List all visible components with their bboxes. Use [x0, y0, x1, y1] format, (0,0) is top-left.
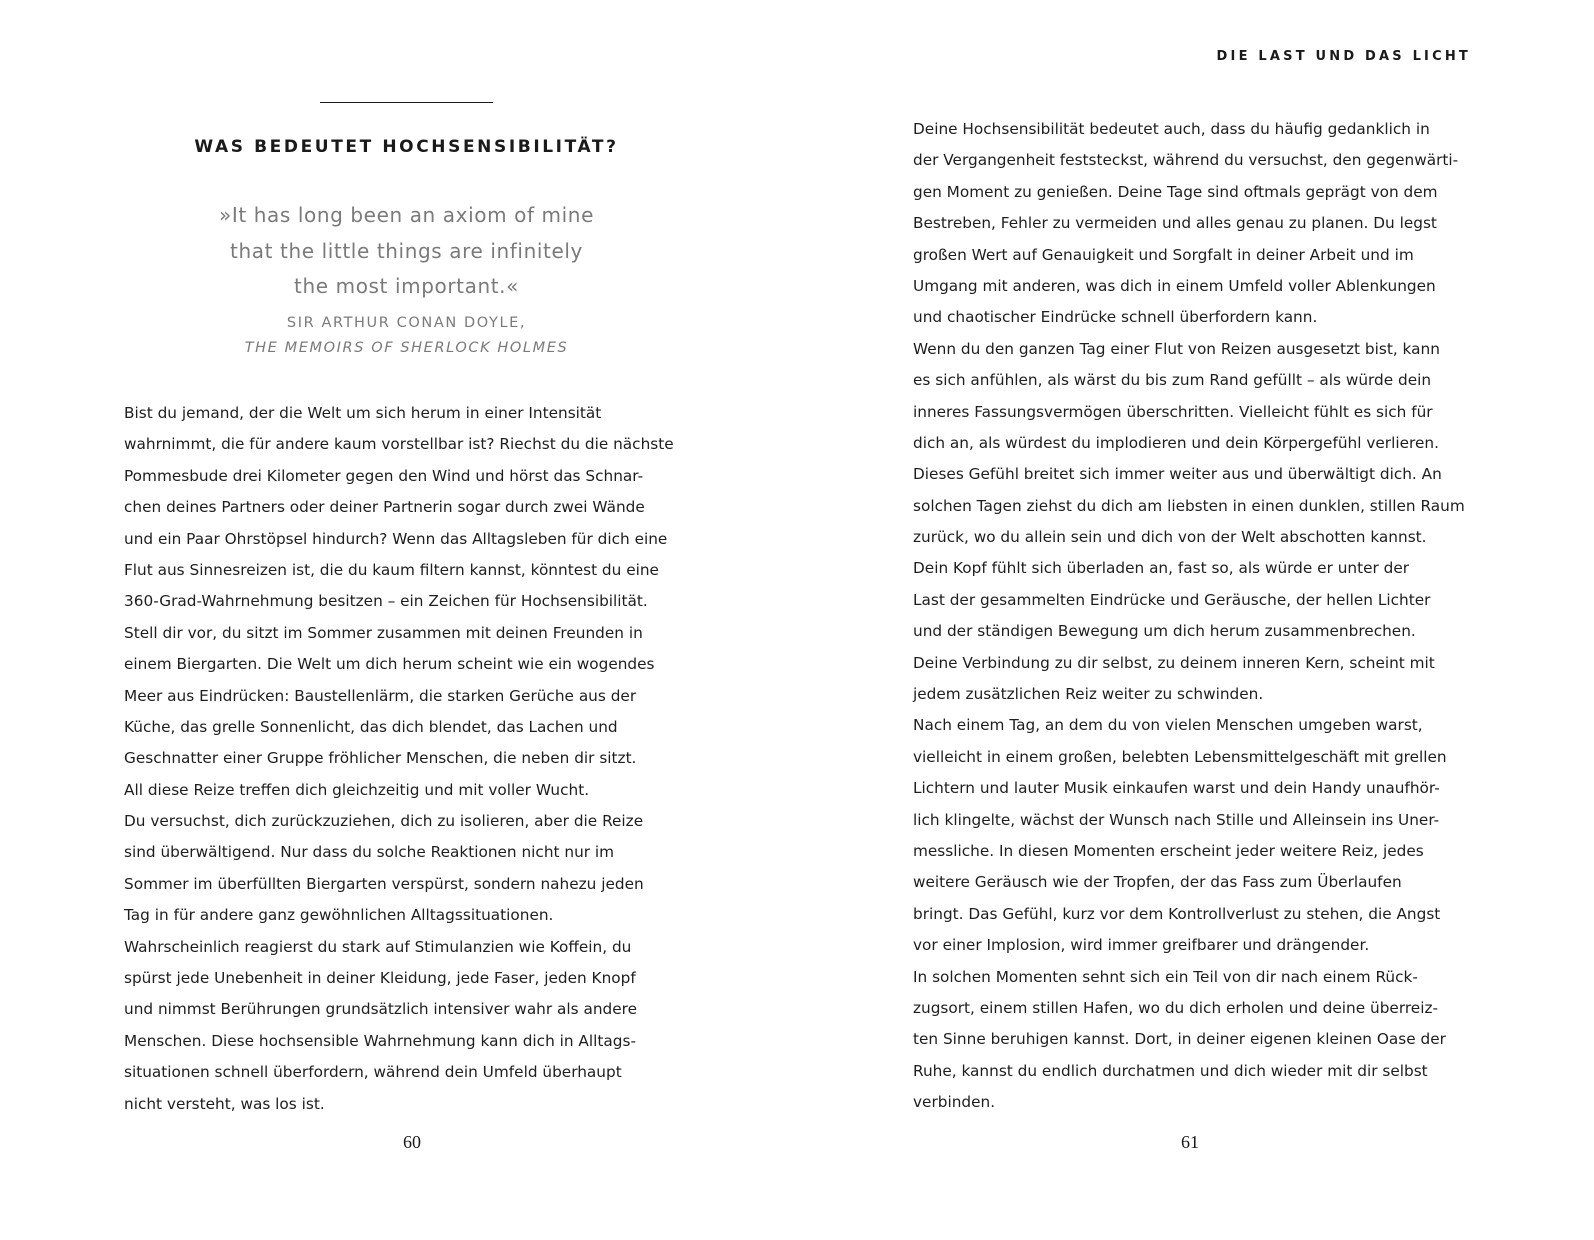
- text-line: Flut aus Sinnesreizen ist, die du kaum filtern kannst, könntest du eine: [124, 560, 659, 579]
- text-line: wahrnimmt, die für andere kaum vorstellbar ist? Riechst du die nächste: [124, 435, 674, 454]
- epigraph: [124, 198, 689, 361]
- text-line: Deine Verbindung zu dir selbst, zu deinem inneren Kern, scheint mit: [913, 653, 1435, 672]
- text-line: Küche, das grelle Sonnenlicht, das dich blendet, das Lachen und: [124, 717, 618, 736]
- text-line: Nach einem Tag, an dem du von vielen Menschen umgeben warst,: [913, 716, 1423, 735]
- text-line: nicht versteht, was los ist.: [124, 1094, 325, 1113]
- epigraph-line: the most important.«: [294, 274, 519, 298]
- text-line: inneres Fassungsvermögen überschritten. Vielleicht fühlt es sich für: [913, 402, 1433, 421]
- text-line: messliche. In diesen Momenten erscheint jeder weitere Reiz, jedes: [913, 841, 1424, 860]
- text-line: 360-Grad-Wahrnehmung besitzen – ein Zeichen für Hochsensibilität.: [124, 592, 648, 611]
- text-line: weitere Geräusch wie der Tropfen, der das Fass zum Überlaufen: [913, 873, 1402, 892]
- text-line: Sommer im überfüllten Biergarten verspürst, sondern nahezu jeden: [124, 874, 644, 893]
- epigraph-line: »It has long been an axiom of mine: [219, 203, 594, 227]
- title-rule: [320, 102, 493, 103]
- text-line: einem Biergarten. Die Welt um dich herum scheint wie ein wogendes: [124, 655, 655, 674]
- text-line: und chaotischer Eindrücke schnell überfordern kann.: [913, 308, 1318, 327]
- text-line: Umgang mit anderen, was dich in einem Umfeld voller Ablenkungen: [913, 276, 1436, 295]
- page-number-left: 60: [403, 1132, 421, 1152]
- text-line: In solchen Momenten sehnt sich ein Teil von dir nach einem Rück-: [913, 967, 1418, 986]
- text-line: Du versuchst, dich zurückzuziehen, dich zu isolieren, aber die Reize: [124, 812, 644, 831]
- text-line: Wahrscheinlich reagierst du stark auf Stimulanzien wie Koffein, du: [124, 937, 632, 956]
- text-line: verbinden.: [913, 1093, 996, 1112]
- text-line: Menschen. Diese hochsensible Wahrnehmung kann dich in Alltags-: [124, 1031, 636, 1050]
- text-line: ten Sinne beruhigen kannst. Dort, in deiner eigenen kleinen Oase der: [913, 1030, 1446, 1049]
- text-line: Lichtern und lauter Musik einkaufen warst und dein Handy unaufhör-: [913, 779, 1440, 798]
- text-line: der Vergangenheit feststeckst, während du versuchst, den gegenwärti-: [913, 151, 1459, 170]
- text-line: es sich anfühlen, als wärst du bis zum Rand gefüllt – als würde dein: [913, 371, 1432, 390]
- text-line: Meer aus Eindrücken: Baustellenlärm, die starken Gerüche aus der: [124, 686, 637, 705]
- text-line: und nimmst Berührungen grundsätzlich intensiver wahr als andere: [124, 1000, 638, 1019]
- text-line: sind überwältigend. Nur dass du solche Reaktionen nicht nur im: [124, 843, 615, 862]
- text-line: chen deines Partners oder deiner Partnerin sogar durch zwei Wände: [124, 498, 645, 517]
- text-line: großen Wert auf Genauigkeit und Sorgfalt in deiner Arbeit und im: [913, 245, 1414, 264]
- text-line: und ein Paar Ohrstöpsel hindurch? Wenn das Alltagsleben für dich eine: [124, 529, 668, 548]
- text-line: jedem zusätzlichen Reiz weiter zu schwinden.: [913, 685, 1264, 704]
- right-page: [797, 0, 1594, 1240]
- right-body-text: [913, 114, 1513, 1119]
- text-line: zurück, wo du allein sein und dich von der Welt abschotten kannst.: [913, 528, 1427, 547]
- text-line: bringt. Das Gefühl, kurz vor dem Kontrollverlust zu stehen, die Angst: [913, 904, 1441, 923]
- text-line: vor einer Implosion, wird immer greifbarer und drängender.: [913, 936, 1370, 955]
- epigraph-author: SIR ARTHUR CONAN DOYLE,: [286, 314, 527, 331]
- text-line: Bist du jemand, der die Welt um sich herum in einer Intensität: [124, 404, 602, 422]
- text-line: Pommesbude drei Kilometer gegen den Wind und hörst das Schnar-: [124, 466, 644, 485]
- text-line: situationen schnell überfordern, während dein Umfeld überhaupt: [124, 1063, 622, 1082]
- text-line: solchen Tagen ziehst du dich am liebsten in einen dunklen, stillen Raum: [913, 496, 1465, 515]
- text-line: dich an, als würdest du implodieren und dein Körpergefühl verlieren.: [913, 433, 1439, 452]
- running-header: DIE LAST UND DAS LICHT: [1216, 49, 1471, 64]
- epigraph-line: that the little things are infinitely: [230, 238, 583, 263]
- text-line: Deine Hochsensibilität bedeutet auch, dass du häufig gedanklich in: [913, 120, 1430, 138]
- text-line: Tag in für andere ganz gewöhnlichen Alltagssituationen.: [124, 906, 554, 925]
- text-line: Stell dir vor, du sitzt im Sommer zusammen mit deinen Freunden in: [124, 623, 643, 642]
- chapter-title: WAS BEDEUTET HOCHSENSIBILITÄT?: [194, 137, 619, 157]
- text-line: All diese Reize treffen dich gleichzeitig und mit voller Wucht.: [124, 780, 590, 799]
- text-line: Dieses Gefühl breitet sich immer weiter aus und überwältigt dich. An: [913, 465, 1442, 484]
- text-line: und der ständigen Bewegung um dich herum zusammenbrechen.: [913, 622, 1416, 641]
- text-line: gen Moment zu genießen. Deine Tage sind oftmals geprägt von dem: [913, 182, 1438, 201]
- text-line: vielleicht in einem großen, belebten Lebensmittelgeschäft mit grellen: [913, 747, 1447, 766]
- text-line: Ruhe, kannst du endlich durchatmen und dich wieder mit dir selbst: [913, 1061, 1428, 1080]
- text-line: lich klingelte, wächst der Wunsch nach Stille und Alleinsein ins Uner-: [913, 810, 1440, 829]
- text-line: Wenn du den ganzen Tag einer Flut von Reizen ausgesetzt bist, kann: [913, 339, 1440, 358]
- left-body-text: [124, 398, 724, 1120]
- text-line: zugsort, einem stillen Hafen, wo du dich erholen und deine überreiz-: [913, 998, 1439, 1017]
- epigraph-work: THE MEMOIRS OF SHERLOCK HOLMES: [244, 339, 569, 356]
- text-line: Last der gesammelten Eindrücke und Geräusche, der hellen Lichter: [913, 590, 1431, 609]
- page-number-right: 61: [1181, 1132, 1199, 1152]
- text-line: Bestreben, Fehler zu vermeiden und alles genau zu planen. Du legst: [913, 214, 1437, 233]
- text-line: spürst jede Unebenheit in deiner Kleidung, jede Faser, jeden Knopf: [124, 969, 636, 988]
- text-line: Geschnatter einer Gruppe fröhlicher Menschen, die neben dir sitzt.: [124, 749, 637, 768]
- text-line: Dein Kopf fühlt sich überladen an, fast so, als würde er unter der: [913, 559, 1410, 578]
